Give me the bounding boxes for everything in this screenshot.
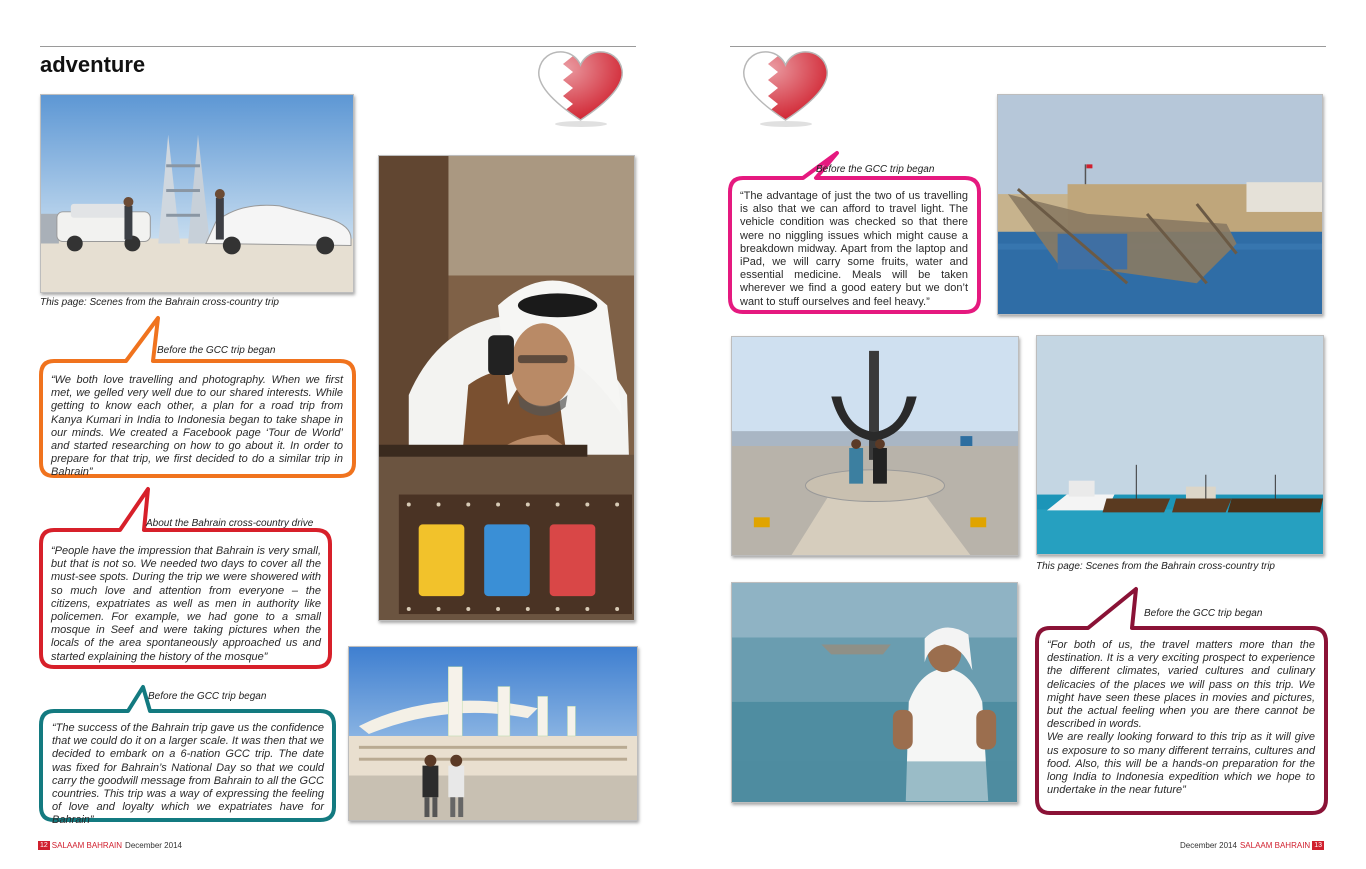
photo-dhow-wreck: [997, 94, 1323, 315]
photo-craftsman: [378, 155, 635, 621]
top-rule-right: [730, 46, 1326, 47]
quote-text: “The success of the Bahrain trip gave us the confidence that we could do it on a larger scale. It was then that we decided to embark on a 6-nation GCC trip. The date was fixed for Bahrain’s National Day so that we could carry the goodwill message from Bahrain to all the GCC countries. This trip was a way of expressing the feeling of love and loyalty which we expatriates have for Bahrain”: [52, 722, 324, 827]
bahrain-flag-heart-icon: [738, 48, 833, 128]
left-caption: This page: Scenes from the Bahrain cross-country trip: [40, 297, 279, 308]
bahrain-flag-heart-icon: [533, 48, 628, 128]
quote-text: “We both love travelling and photography. When we first met, we gelled very well due to our shared interests. While getting to know each other, a plan for a road trip from Kanya Kumari in India to Indonesia began to take shape in our minds. We created a Facebook page ‘Tour de World’ and started researching on how to go about it. In order to prepare for that trip, we first decided to do a similar trip in Bahrain”: [51, 374, 343, 479]
quote-heading: Before the GCC trip began: [816, 164, 935, 175]
quote-heading: About the Bahrain cross-country drive: [146, 518, 314, 529]
issue-date: December 2014: [1180, 841, 1237, 850]
top-rule-left: [40, 46, 636, 47]
quote-text: “People have the impression that Bahrain is very small, but that is not so. We needed two days to cover all the must-see spots. During the trip we were showered with so much love and attention from everyone – the citizens, expatriates as well as men in authority like policemen. For example, we had gone to a small mosque in Seef and were taking pictures when the locals of the area spontaneously approached us and started explaining the history of the mosque”: [51, 545, 321, 663]
quote-text: “The advantage of just the two of us travelling is also that we can afford to travel light. The vehicle condition was checked so that there were no niggling issues which might cause a breakdown midway. Apart from the laptop and iPad, we will carry some fruits, water and essential medicine. Meals will be taken wherever we find a good eatery but we don’t want to stuff ourselves and feel heavy.”: [740, 190, 968, 308]
right-caption: This page: Scenes from the Bahrain cross-country trip: [1036, 561, 1275, 572]
photo-boats-harbor: [1036, 335, 1324, 555]
quote-heading: Before the GCC trip began: [157, 345, 276, 356]
quote-heading: Before the GCC trip began: [148, 691, 267, 702]
magazine-name: SALAAM BAHRAIN: [51, 841, 123, 850]
section-title: adventure: [40, 52, 146, 77]
photo-grandstand: [348, 646, 638, 821]
left-folio: [36, 841, 182, 850]
magazine-name: SALAAM BAHRAIN: [1239, 841, 1311, 850]
right-folio: [1180, 841, 1326, 850]
quote-heading: Before the GCC trip began: [1144, 608, 1263, 619]
photo-world-trade-center-cars: [40, 94, 354, 293]
photo-anchor-roundabout: [731, 336, 1019, 556]
page-number: 13: [1314, 842, 1322, 849]
photo-man-wading: [731, 582, 1018, 803]
page-number: 12: [40, 842, 48, 849]
issue-date: December 2014: [125, 841, 182, 850]
quote-text: “For both of us, the travel matters more than the destination. It is a very exciting prospect to experience the different climates, varied cultures and culinary delicacies of the places we will pass on this trip. We might have seen these places in movies and pictures, but the actual feeling when you are there cannot be described in words. We are really looking forward to this trip as it will give us exposure to so many different terrains, cultures and food. Also, this will be a hands-on preparation for the long India to Indonesia expedition which we hope to undertake in the near future”: [1047, 639, 1315, 797]
